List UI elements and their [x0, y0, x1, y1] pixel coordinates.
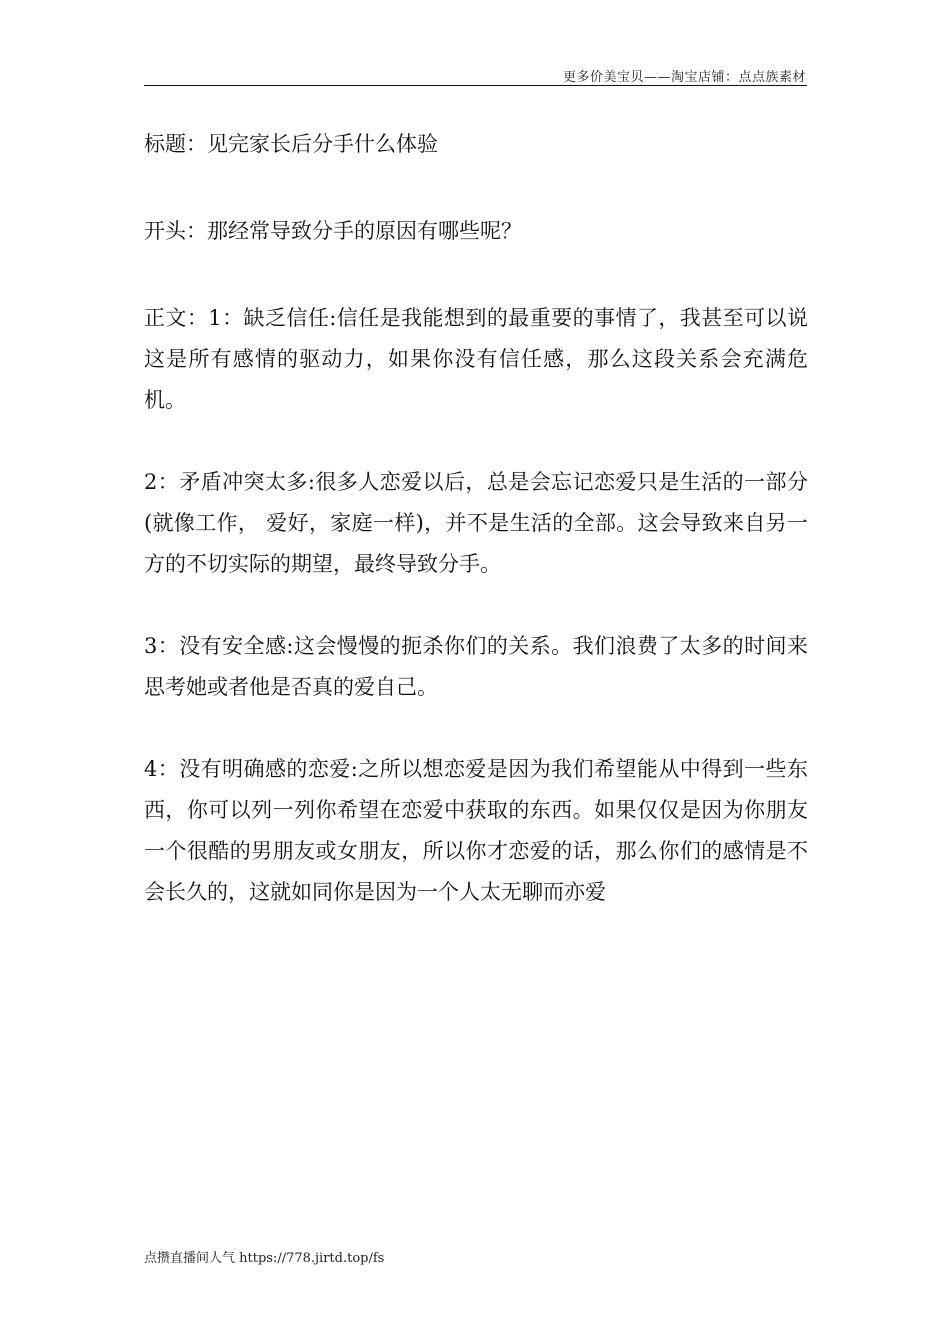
- paragraph-3: 3：没有安全感:这会慢慢的扼杀你们的关系。我们浪费了太多的时间来思考她或者他是否真的爱自己。: [144, 634, 808, 699]
- document-body: [144, 124, 808, 954]
- document-opening: 开头：那经常导致分手的原因有哪些呢？: [144, 219, 522, 243]
- paragraph-2: 2：矛盾冲突太多:很多人恋爱以后，总是会忘记恋爱只是生活的一部分(就像工作， 爱好，家庭一样)，并不是生活的全部。这会导致来自另一方的不切实际的期望，最终导致分手。: [144, 470, 808, 576]
- page-footer-link[interactable]: 点攒直播间人气 https://778.jirtd.top/fs: [144, 1251, 385, 1266]
- paragraph-1: 正文：1：缺乏信任:信任是我能想到的最重要的事情了，我甚至可以说这是所有感情的驱动力，如果你没有信任感，那么这段关系会充满危机。: [144, 306, 808, 412]
- header-divider: [144, 85, 807, 86]
- page-header-text: 更多价美宝贝——淘宝店铺：点点族素材: [562, 70, 806, 85]
- paragraph-4: 4：没有明确感的恋爱:之所以想恋爱是因为我们希望能从中得到一些东西，你可以列一列你希望在恋爱中获取的东西。如果仅仅是因为你朋友一个很酷的男朋友或女朋友，所以你才恋爱的话，那么你们的感情是不会长久的，这就如同你是因为一个人太无聊而亦爱: [144, 757, 808, 904]
- document-title: 标题：见完家长后分手什么体验: [144, 132, 438, 156]
